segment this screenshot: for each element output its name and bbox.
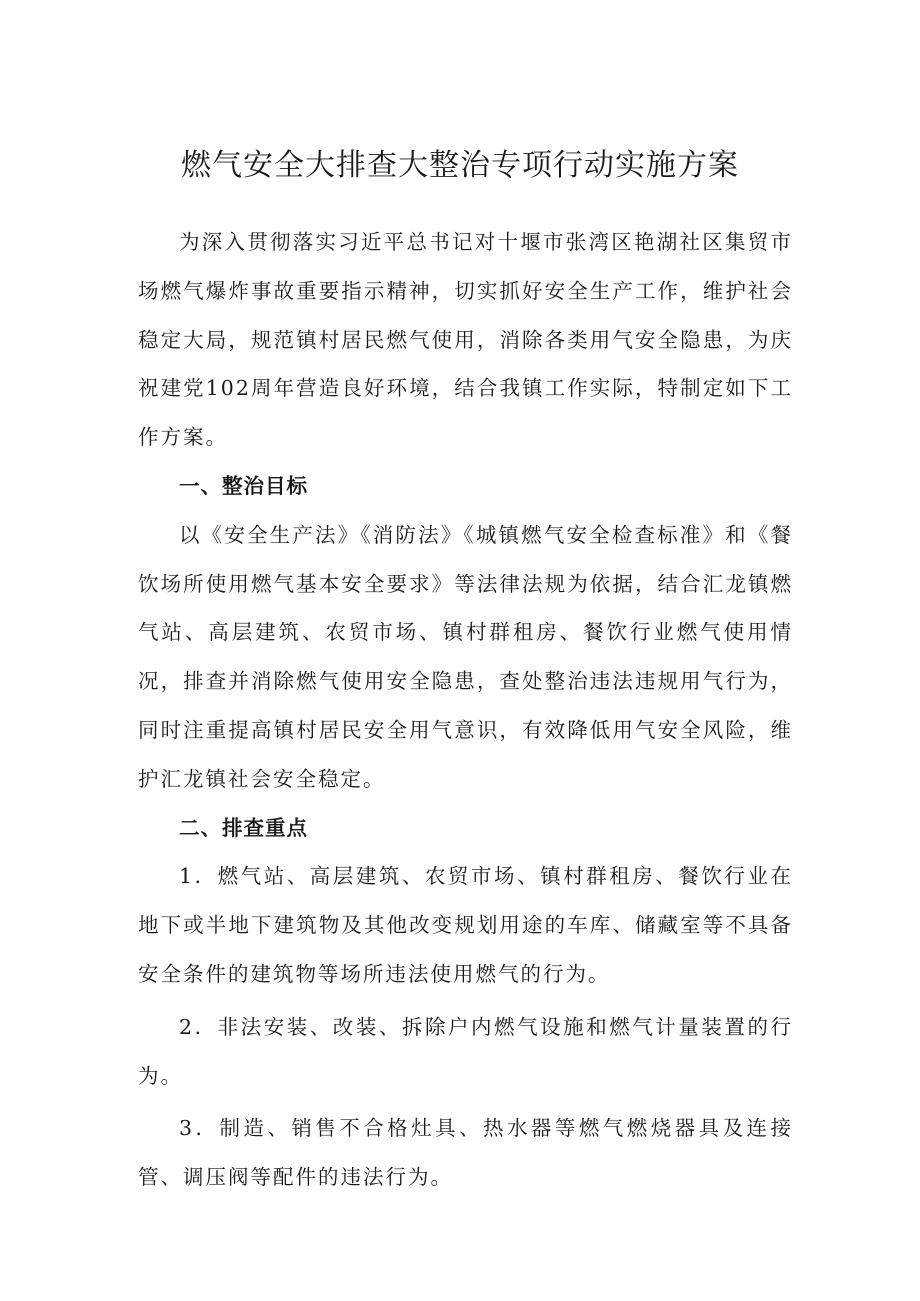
goals-paragraph: 以《安全生产法》《消防法》《城镇燃气安全检查标准》和《餐饮场所使用燃气基本安全要求》等法律法规为依据，结合汇龙镇燃气站、高层建筑、农贸市场、镇村群租房、餐饮行业燃气使用情况，排查并消除燃气使用安全隐患，查处整治违法违规用气行为，同时注重提高镇村居民安全用气意识，有效降低用气安全风险，维护汇龙镇社会安全稳定。 — [138, 522, 793, 791]
section-heading-goals: 一、整治目标 — [179, 473, 308, 498]
intro-paragraph: 为深入贯彻落实习近平总书记对十堰市张湾区艳湖社区集贸市场燃气爆炸事故重要指示精神，切实抓好安全生产工作，维护社会稳定大局，规范镇村居民燃气使用，消除各类用气安全隐患，为庆祝建党102周年营造良好环境，结合我镇工作实际，特制定如下工作方案。 — [138, 230, 793, 450]
focus-item-2: 2．非法安装、改装、拆除户内燃气设施和燃气计量装置的行为。 — [138, 1014, 793, 1088]
focus-item-3: 3．制造、销售不合格灶具、热水器等燃气燃烧器具及连接管、调压阀等配件的违法行为。 — [138, 1116, 793, 1190]
document-title: 燃气安全大排查大整治专项行动实施方案 — [181, 148, 739, 183]
document-body — [138, 218, 793, 1202]
section-heading-focus: 二、排查重点 — [179, 815, 308, 840]
focus-item-1: 1．燃气站、高层建筑、农贸市场、镇村群租房、餐饮行业在地下或半地下建筑物及其他改变规划用途的车库、储藏室等不具备安全条件的建筑物等场所违法使用燃气的行为。 — [138, 864, 793, 986]
